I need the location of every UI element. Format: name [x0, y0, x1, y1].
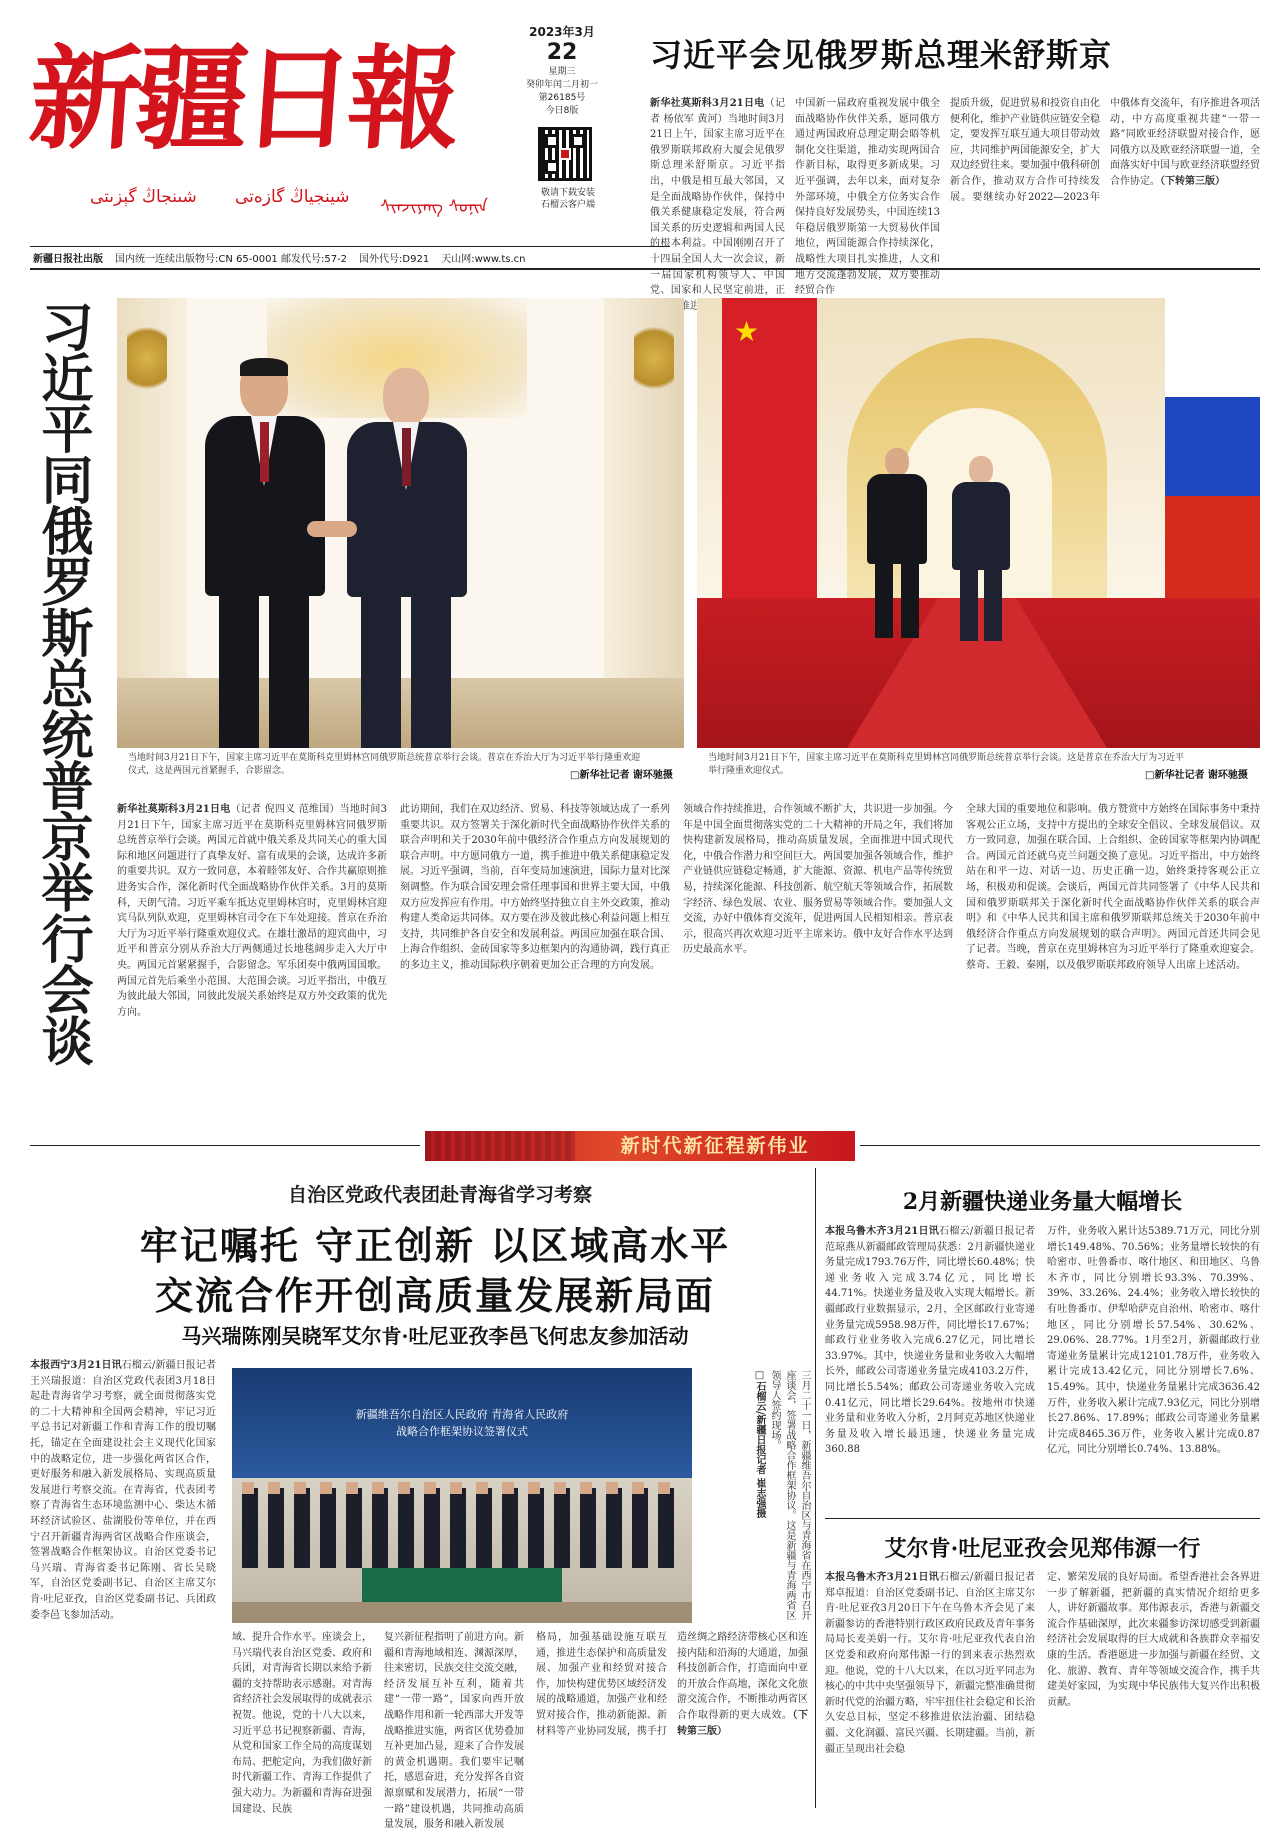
story2-text-left: 石榴云/新疆日报记者王兴瑞报道：自治区党政代表团3月18日起赴青海省学习考察，就全面贯彻落实党的二十大精神和全国两会精神，牢记习近平总书记对新疆工作和青海工作的殷切嘱托，锚定在全面建设社会主义现代化国家中的战略定位，进一步强化两省区合作，更好服务和融入新发展格局、实现高质量发展进行考察交流。在青海省，代表团考察了青海省生态环境监测中心、柴达木循环经济试验区、盐湖股份等单位，并在西宁召开新疆青海两省区战略合作座谈会，签署战略合作框架协议。自治区党委书记马兴瑞、青海省委书记陈刚、省长吴晓军，自治区党委副书记、自治区主席艾尔肯·吐尼亚孜，自治区党委副书记、兵团政委李邑飞参加活动。: [30, 1360, 216, 1621]
main-article-col4: 全球大国的重要地位和影响。俄方赞赏中方始终在国际事务中秉持客观公正立场，支持中方提出的全球安全倡议、全球发展倡议。双方一致同意，加强在联合国、上合组织、金砖国家等框架内协调配合。两国元首还就乌克兰问题交换了意见。习近平指出，中方始终站在和平一边、对话一边、历史正确一边，始终秉持客观公正立场，积极劝和促谈。会谈后，两国元首共同签署了《中华人民共和国和俄罗斯联邦关于深化新时代全面战略协作伙伴关系的联合声明》和《中华人民共和国主席和俄罗斯联邦总统关于2030年前中俄经济合作重点方向发展规划的联合声明》。两国元首还共同会见了记者。当晚，普京在克里姆林宫为习近平举行了隆重欢迎宴会。蔡奇、王毅、秦刚，以及俄罗斯联邦政府领导人出席上述活动。: [966, 804, 1260, 971]
story3-text1: 石榴云/新疆日报记者范琼燕从新疆邮政管理局获悉：2月新疆快递业务量完成1793.76万件，同比增长60.48%；快递业务收入完成3.74亿元，同比增长44.71%。快递业务量及收入实现大幅增长。新疆邮政行业数据显示，2月，全区邮政行业寄递业务量完成5958.98万件，同比增长17.67%；邮政行业业务收入完成6.27亿元，同比增长33.97%。其中，快递业务量和业务收入大幅增长外，邮政公司寄递业务量完成4103.2万件，同比增长5.54%；邮政公司寄递业务收入完成0.41亿元，同比增长29.64%。按地州市快递业务量和业务收入分析，2月阿克苏地区快递业务量及收入增长最迅速，快递业务量完成360.88: [825, 1226, 1036, 1456]
section-rule-1: [30, 268, 1260, 270]
photo-signing: [232, 1368, 692, 1623]
story2-continued: （下转第三版）: [677, 1709, 808, 1737]
main-article-col1: [117, 802, 387, 1124]
date-block: [512, 23, 612, 118]
story3-col1: [825, 1224, 1035, 1514]
masthead: [25, 15, 670, 245]
banner: [425, 1131, 855, 1161]
flag-russia: [1165, 298, 1260, 598]
story2-vertical-credit: □石榴云/新疆日报记者 崔志强摄: [754, 1370, 765, 1519]
story2-bottom-text3: 格局，加强基础设施互联互通，推进生态保护和高质量发展、加强产业和经贸对接合作，加快构建优势区域经济发展的战略通道，加强产业和经贸对接合作，推动新能源、新材料等产业协同发展，携手打造丝绸之路经济带核心区和连接内陆和沿海的大通道，加强科技创新合作，打造面向中亚的开放合作高地，深化文化旅游交流合作，不断推动两省区合作取得新的更大成效。: [536, 1632, 808, 1737]
publisher: 新疆日报社出版: [33, 254, 103, 265]
signing-table: [362, 1568, 562, 1602]
lead-top-col1: [650, 96, 785, 312]
story2-byline: 本报西宁3月21日讯: [30, 1360, 122, 1371]
story4-col2: 定、繁荣发展的良好局面。希望香港社会各界进一步了解新疆，把新疆的真实情况介绍给更多人，讲好新疆故事。郑伟源表示，香港与新疆交流合作基础深厚，此次来疆参访深切感受到新疆经济社会发展取得的巨大成就和各族群众幸福安康的生活。香港愿进一步加强与新疆在经贸、文化、旅游、教育、青年等领域交流合作，携手共建美好家园，为实现中华民族伟大复兴作出积极贡献。: [1047, 1572, 1260, 1708]
lead-top-col2: 中国新一届政府重视发展中俄全面战略协作伙伴关系，愿同俄方通过两国政府总理定期会晤等机制化交往渠道，推动实现两国合作新目标，取得更多新成果。习近平强调，去年以来，面对复杂外部环境，中俄全方位务实合作保持良好发展势头，中国连续13年稳居俄罗斯第一大贸易伙伴国地位，两国能源合作持续深化，战略性大项目扎实推进，人文和地方交流蓬勃发展，双方要推动经贸合作: [795, 98, 940, 297]
story4-text1: 石榴云/新疆日报记者郑卓报道：自治区党委副书记、自治区主席艾尔肯·吐尼亚孜3月20日下午在乌鲁木齐会见了来新疆参访的香港特别行政区政府民政及青年事务局局长麦美娟一行。艾尔肯·吐尼亚孜代表自治区党委和政府向郑伟源一行的到来表示热烈欢迎。他说，党的十八大以来，在以习近平同志为核心的中共中央坚强领导下，新疆完整准确贯彻新时代党的治疆方略，牢牢扭住社会稳定和长治久安总目标，坚定不移推进依法治疆、团结稳疆、文化润疆、富民兴疆、长期建疆。当前，新疆正呈现出社会稳: [825, 1572, 1036, 1755]
lead-top-col3: [950, 96, 1260, 258]
person-left: [205, 358, 325, 748]
lead-top-text3: 提质升级，促进贸易和投资自由化便利化，维护产业链供应链安全稳定，要发挥互联互通大项目带动效应，共同维护两国能源安全，扩大双边经贸往来。要加强中俄科研创新合作，推动双方合作可持续发展。要继续办好2022—2023年中俄体育交流年，有序推进各项活动，中方高度重视共建“一带一路”同欧亚经济联盟对接合作，愿同俄方以及欧亚经济联盟一道，全面落实好中国与欧亚经济联盟经贸合作协定。: [950, 98, 1260, 203]
story2-headline1: 牢记嘱托 守正创新 以区域高水平: [139, 1223, 731, 1268]
lead-top-headline: 习近平会见俄罗斯总理米舒斯京: [650, 36, 1113, 74]
flag-china: ★: [722, 298, 817, 598]
date-lunar: 癸卯年闰二月初一: [525, 80, 598, 90]
publisher-line: [33, 250, 673, 265]
photo-handshake: [117, 298, 684, 748]
lead-top-byline: 新华社莫斯科3月21日电: [650, 98, 765, 109]
story2-bottom-col1: 域、提升合作水平。座谈会上，马兴瑞代表自治区党委、政府和兵团，对青海省长期以来给予新疆的支持帮助表示感谢。对青海省经济社会发展取得的成就表示祝贺。他说，党的十八大以来，习近平总书记视察新疆、青海，从党和国家工作全局的高度谋划布局、把舵定向，为我们做好新时代新疆工作、青海工作提供了强大动力。为新疆和青海奋进强国建设、民族: [232, 1632, 372, 1815]
main-vertical-headline: 习近平同俄罗斯总统普京举行会谈: [32, 300, 93, 1065]
date-year-month: 2023年3月: [529, 25, 595, 39]
banner-text: 新时代新征程新伟业: [620, 1135, 810, 1157]
story2-kicker: 自治区党政代表团赴青海省学习考察: [287, 1184, 592, 1206]
vertical-rule-right: [815, 1168, 816, 1808]
story2-bottom-col3: [536, 1630, 808, 1800]
main-article-byline: 新华社莫斯科3月21日电: [117, 804, 231, 815]
photo-right-credit: □新华社记者 谢环驰摄: [1145, 770, 1248, 781]
photo-walk: [697, 298, 1260, 748]
section-rule-4: [825, 1518, 1260, 1519]
masthead-uyghur: شىنجاڭ گېزىتى: [90, 187, 197, 207]
person-walk-right: [952, 456, 1010, 641]
date-weekday: 星期三: [548, 67, 576, 77]
person-right: [347, 368, 467, 748]
story4-byline: 本报乌鲁木齐3月21日讯: [825, 1572, 940, 1583]
story3-byline: 本报乌鲁木齐3月21日讯: [825, 1226, 940, 1237]
photo-left-caption: 当地时间3月21日下午，国家主席习近平在莫斯科克里姆林宫同俄罗斯总统普京举行会谈。普京在乔治大厅为习近平举行隆重欢迎仪式，这是两国元首紧握手，合影留念。: [128, 753, 641, 776]
masthead-mongol: ᠰᠢᠨᠵᠢᠶᠠᠩ ᠰᠣᠨᠢᠨ: [380, 197, 488, 217]
lead-top-text1: 当地时间3月21日上午，国家主席习近平在俄罗斯联邦政府大厦会见俄罗斯总理米舒斯京。习近平指出，中俄是相互最大邻国，又是全面战略协作伙伴，保持中俄关系健康稳定发展，符合两国关系的历史逻辑和两国人民的根本利益。中国刚刚召开了十四届全国人大一次会议，新一届国家机构领导人、中国党、国家和人民坚定前进，正 面推进中国: [650, 113, 785, 312]
story4-col1: [825, 1570, 1035, 1800]
banner-skyline: [425, 1131, 575, 1161]
story3-col2: 万件，业务收入累计达5389.71万元，同比分别增长149.48%、70.56%；业务量增长较快的有哈密市、吐鲁番市、喀什地区、和田地区、乌鲁木齐市，同比分别增长93.3%、70.39%、39%、33.26%、24.4%；业务收入增长较快的有吐鲁番市、伊犁哈萨克自治州、哈密市、喀什地区，同比分别增长57.54%、30.62%、29.06%、28.77%。1月至2月，新疆邮政行业寄递业务量累计完成12101.78万件，业务收入累计完成13.42亿元，同比分别增长7.6%、15.49%。其中，快递业务量累计完成3636.42万件，业务收入累计完成7.93亿元，同比分别增长27.86%、17.89%；邮政公司寄递业务量累计完成8465.36万件，业务收入累计完成0.87亿元，同比分别增长0.74%、13.88%。: [1047, 1226, 1260, 1456]
page-count: 今日8版: [545, 106, 579, 116]
intl-number: 国外代号:D921: [359, 254, 430, 265]
main-article-col3: 领域合作持续推进，合作领域不断扩大，共识进一步加强。今年是中国全面贯彻落实党的二十大精神的开局之年，我们将加快构建新发展格局，推动高质量发展，全面推进中国式现代化，中俄合作潜力和空间巨大。两国要加强各领域合作，维护产业链供应链稳定畅通，扩大能源、资源、机电产品等传统贸易，持续深化能源、科技创新、航空航天等领域合作，拓展数字经济、绿色发展、农业、服务贸易等领域合作。要加强人文交流，办好中俄体育交流年，促进两国人民相知相亲。普京表示，很高兴再次欢迎习近平主席来访。俄中友好合作水平达到历史最高水平。: [683, 804, 953, 956]
story2-subhead: 马兴瑞陈刚吴晓军艾尔肯·吐尼亚孜李邑飞何忠友参加活动: [181, 1324, 689, 1348]
story2-vertical-caption: 三月二十一日，新疆维吾尔自治区与青海省在西宁市召开座谈会，签署战略合作框架协议。这是新疆与青海两省区领导人签约现场。 □石榴云/新疆日报记者 崔志强摄: [700, 1370, 812, 1620]
signing-backdrop-text: 新疆维吾尔自治区人民政府 青海省人民政府 战略合作框架协议签署仪式: [355, 1408, 569, 1438]
signing-attendees: [242, 1488, 682, 1568]
story2-bottom-col2: 复兴新征程指明了前进方向。新疆和青海地域相连、渊源深厚，往来密切，民族交往交流交融，经济发展互补互利，随着共建“一带一路”，国家向西开放战略作用和新一轮西部大开发等战略推进实施，两省区优势叠加互补更加凸显，迎来了合作发展的黄金机遇期。我们要牢记嘱托，感恩奋进，充分发挥各自资源禀赋和发展潜力，拓展“一带一路”建设机遇，共同推动高质量发展，服务和融入新发展: [384, 1632, 524, 1831]
main-article-col2: 此访期间，我们在双边经济、贸易、科技等领域达成了一系列重要共识。双方签署关于深化新时代全面战略协作伙伴关系的联合声明和关于2030年前中俄经济合作重点方向发展规划的联合声明。中方愿同俄方一道，携手推进中俄关系健康稳定发展。习近平强调，当前，百年变局加速演进，国际力量对比深刻调整。作为联合国安理会常任理事国和世界主要大国，中俄双方应发挥应有作用。中方始终坚持独立自主外交政策，推动构建人类命运共同体。双方要在涉及彼此核心利益问题上相互支持，共同维护各自安全和发展利益。两国应加强在联合国、上海合作组织、金砖国家等多边框架内的沟通协调，践行真正的多边主义，推动国际秩序朝着更加公正合理的方向发展。: [400, 804, 670, 971]
story3-headline: 2月新疆快递业务量大幅增长: [902, 1189, 1183, 1215]
masthead-title: 新疆日報: [25, 34, 459, 165]
masthead-rule: [30, 246, 670, 247]
story4-headline: 艾尔肯·吐尼亚孜会见郑伟源一行: [884, 1536, 1201, 1562]
masthead-kazakh: شينجياڭ گازەتى: [235, 187, 350, 207]
story2-col-left: [30, 1358, 216, 1798]
cn-number: 国内统一连续出版物号:CN 65-0001 邮发代号:57-2: [115, 254, 348, 265]
photo-left-credit: □新华社记者 谢环驰摄: [570, 770, 673, 781]
issue-number: 第26185号: [538, 93, 586, 103]
website[interactable]: 天山网:www.ts.cn: [441, 254, 526, 265]
person-walk-left: [867, 448, 927, 638]
qr-code[interactable]: [538, 127, 592, 181]
qr-caption: 敬请下载安装 石榴云客户端: [540, 188, 595, 210]
section-rule-2: [30, 1145, 420, 1146]
photo-right-caption: 当地时间3月21日下午，国家主席习近平在莫斯科克里姆林宫同俄罗斯总统普京举行会谈。这是普京在乔治大厅为习近平举行隆重欢迎仪式。: [708, 753, 1185, 776]
date-day: 22: [546, 40, 578, 65]
story2-headline2: 交流合作开创高质量发展新局面: [154, 1273, 715, 1318]
section-rule-3: [860, 1145, 1260, 1146]
main-article-text1: （记者 倪四义 范维国）当地时间3月21日下午，国家主席习近平在莫斯科克里姆林宫同俄罗斯总统普京举行会谈。两国元首就中俄关系及共同关心的重大国际和地区问题进行了真挚友好、富有成果的会谈，达成许多新的重要共识。双方一致同意，本着睦邻友好、合作共赢原则推进务实合作，深化新时代全面战略协作伙伴关系。3月的莫斯科，天朗气清。习近平乘车抵达克里姆林宫时，克里姆林宫迎宾马队列队欢迎，克里姆林宫司令在下车处迎接。普京在乔治大厅为习近平举行隆重欢迎仪式。在雄壮激昂的迎宾曲中，习近平和普京分别从乔治大厅两侧通过长地毯阔步走入大厅中央。两国元首紧紧握手，合影留念。军乐团奏中俄两国国歌。两国元首先后乘坐小范围、大范围会谈。习近平指出，中俄互为彼此最大邻国，同彼此发展关系始终是双方外交政策的优先方向。: [117, 804, 387, 1018]
lead-top-continued: （下转第三版）: [1160, 175, 1225, 187]
lead-top-reporters: （记者 杨依军 黄河）: [650, 98, 785, 125]
